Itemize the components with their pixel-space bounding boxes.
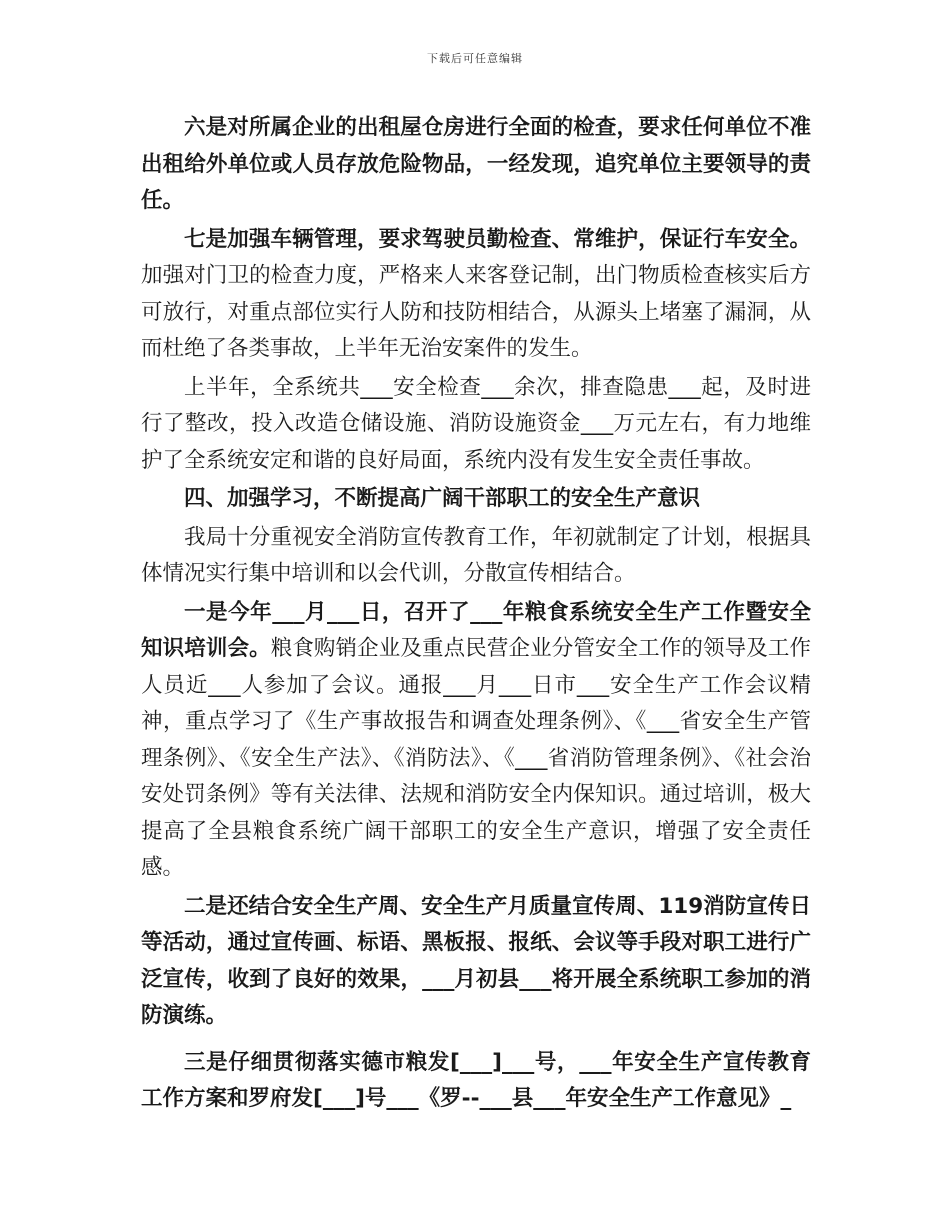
section-heading-four: 四、加强学习，不断提高广阔干部职工的安全生产意识 xyxy=(184,486,701,511)
paragraph-three: 三是仔细贯彻落实德市粮发[___]___号，___年安全生产宣传教育工作方案和罗府发[___]号___《罗--___县___年安全生产工作意见》_ xyxy=(141,1049,811,1111)
paragraph-two: 二是还结合安全生产周、安全生产月质量宣传周、119消防宣传日等活动，通过宣传画、标语、黑板报、报纸、会议等手段对职工进行广泛宣传，收到了良好的效果，___月初县___将开展全系统职工参加的消防演练。 xyxy=(141,893,811,1028)
paragraph-seven xyxy=(141,222,811,368)
paragraph-six: 六是对所属企业的出租屋仓房进行全面的检查，要求任何单位不准出租给外单位或人员存放危险物品，一经发现，追究单位主要领导的责任。 xyxy=(141,115,811,213)
document-body xyxy=(141,110,811,1118)
paragraph-one-body: 粮食购销企业及重点民营企业分管安全工作的领导及工作人员近___人参加了会议。通报___月___日市___安全生产工作会议精神，重点学习了《生产事故报告和调查处理条例》、《___省安全生产管理条例》、《安全生产法》、《消防法》、《___省消防管理条例》、《社会治安处罚条例》等有关法律、法规和消防安全内保知识。通过培训，极大提高了全县粮食系统广阔干部职工的安全生产意识，增强了安全责任感。 xyxy=(141,636,811,880)
paragraph-one-lead: 一是今年___月___日，召开了___年粮食系统安全生产工作暨安全知识培训会。 xyxy=(141,599,811,661)
header-note: 下载后可任意编辑 xyxy=(427,52,523,65)
paragraph-one xyxy=(141,595,811,887)
paragraph-seven-lead: 七是加强车辆管理，要求驾驶员勤检查、常维护，保证行车安全。 xyxy=(184,226,811,252)
paragraph-training-intro: 我局十分重视安全消防宣传教育工作，年初就制定了计划，根据具体情况实行集中培训和以会代训，分散宣传相结合。 xyxy=(141,524,811,586)
paragraph-seven-body: 加强对门卫的检查力度，严格来人来客登记制，出门物质检查核实后方可放行，对重点部位实行人防和技防相结合，从源头上堵塞了漏洞，从而杜绝了各类事故，上半年无治安案件的发生。 xyxy=(141,263,811,361)
paragraph-half-year: 上半年，全系统共___安全检查___余次，排查隐患___起，及时进行了整改，投入改造仓储设施、消防设施资金___万元左右，有力地维护了全系统安定和谐的良好局面，系统内没有发生安全责任事故。 xyxy=(141,374,811,473)
